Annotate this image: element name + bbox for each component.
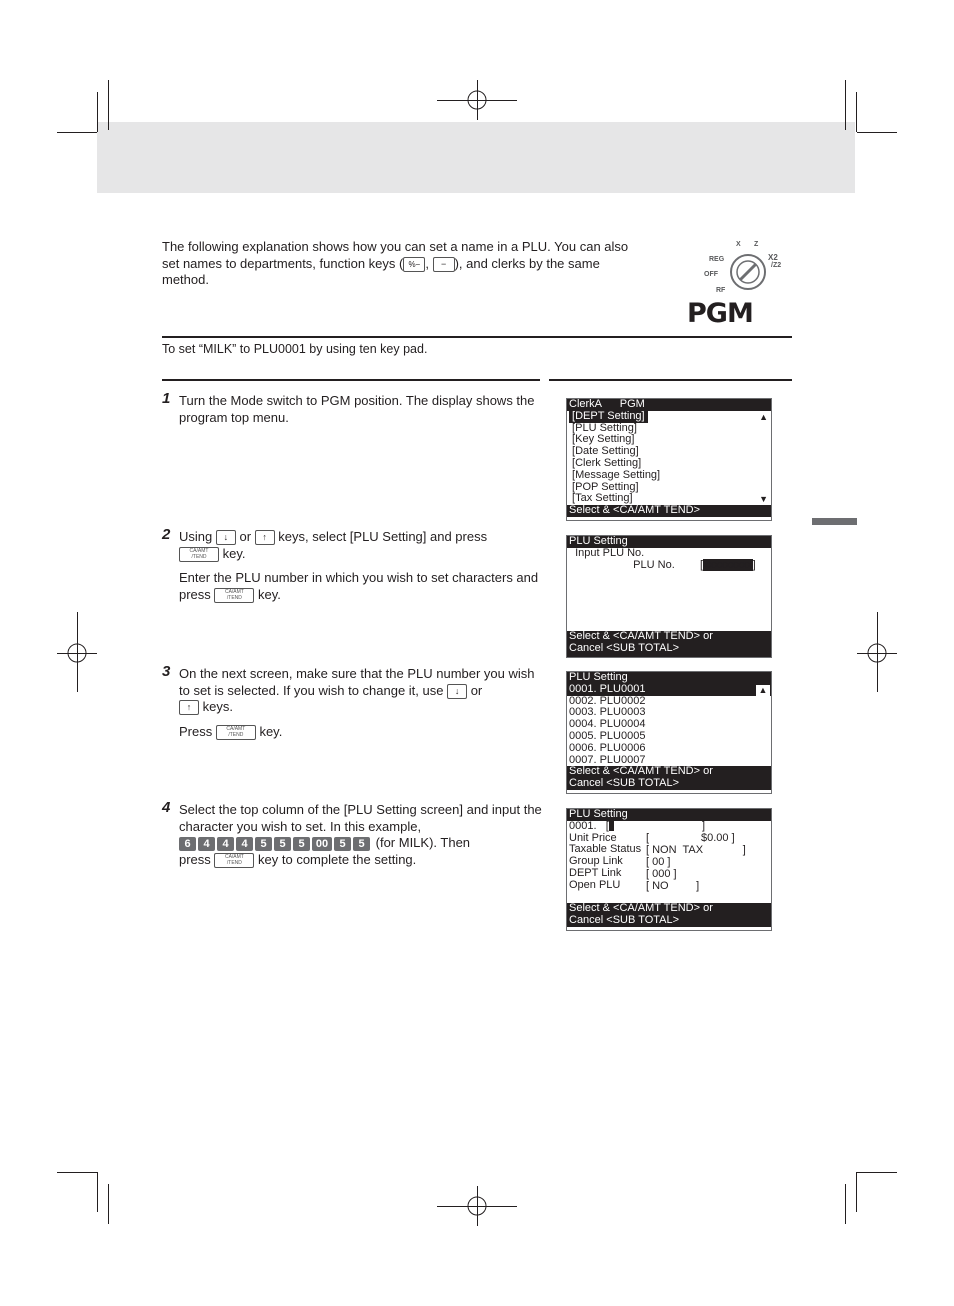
lcd-title-row: PLU Setting xyxy=(567,809,771,821)
lcd-field-row: Unit Price xyxy=(569,831,617,844)
lcd-menu-row: [DEPT Setting] xyxy=(569,409,648,422)
lcd-footer-row: Cancel <SUB TOTAL> xyxy=(567,915,771,927)
lcd-blank-row xyxy=(567,607,771,619)
digit-key-icon: 5 xyxy=(334,837,351,851)
lcd-field-row: 0001. [ xyxy=(567,821,771,833)
step-text: Turn the Mode switch to PGM position. The display shows the program top menu. xyxy=(179,393,535,425)
lcd-text-row: PLU No. xyxy=(569,558,675,571)
dial-label-z: Z xyxy=(754,241,759,248)
lcd-list-row: 0005. PLU0005 xyxy=(569,729,646,742)
open-plu-value: [ NO ] xyxy=(646,880,700,892)
step-1 xyxy=(162,390,542,434)
lcd-blank-row xyxy=(567,571,771,583)
lcd-menu-row: [Tax Setting] xyxy=(569,492,633,505)
ca-amt-tend-key-icon: CA/AMT /TEND xyxy=(179,547,219,562)
down-arrow-key-icon: ↓ xyxy=(216,530,236,545)
example-caption: To set “MILK” to PLU0001 by using ten key pad. xyxy=(162,342,428,356)
lcd-screen-plu-list xyxy=(566,671,772,794)
dial-label-z2: /Z2 xyxy=(771,262,782,269)
up-arrow-key-icon: ↑ xyxy=(179,700,199,715)
lcd-menu-row: [POP Setting] xyxy=(569,480,639,493)
mode-dial-icon xyxy=(728,252,768,292)
group-link-value: [ 00 ] xyxy=(646,856,671,868)
dial-label-rf: RF xyxy=(716,287,726,294)
scroll-down-arrow-icon: ▼ xyxy=(759,494,768,504)
unit-price-value: [ $0.00 ] xyxy=(646,832,735,844)
lcd-menu-row: [PLU Setting] xyxy=(569,421,637,434)
lcd-list-row: 0006. PLU0006 xyxy=(569,741,646,754)
step-number: 4 xyxy=(162,799,171,816)
lcd-title-row: ClerkA PGM xyxy=(567,399,771,411)
name-field-close: ] xyxy=(702,820,706,832)
lcd-field-row: Open PLU xyxy=(569,878,621,891)
lcd-screen-plu-detail xyxy=(566,808,772,931)
lcd-menu-row: [Key Setting] xyxy=(569,433,635,446)
digit-key-icon: 5 xyxy=(353,837,370,851)
step-number: 3 xyxy=(162,663,171,680)
intro-text: method. xyxy=(162,272,209,287)
column-rule-right xyxy=(549,379,792,381)
down-arrow-key-icon: ↓ xyxy=(447,684,467,699)
intro-text: set names to departments, function keys ( xyxy=(162,255,404,271)
step-text: Press CA/AMT /TEND key. xyxy=(179,723,283,739)
step-2 xyxy=(162,526,542,611)
digit-key-sequence xyxy=(179,835,376,850)
intro-text: ), and clerks by the same xyxy=(454,255,600,271)
digit-key-icon: 00 xyxy=(312,837,332,851)
lcd-footer-row: Cancel <SUB TOTAL> xyxy=(569,641,680,654)
digit-key-icon: 4 xyxy=(236,837,253,851)
mode-switch-illustration xyxy=(684,238,794,328)
lcd-footer-row: Select & <CA/AMT TEND> or xyxy=(567,903,771,915)
intro-text: , xyxy=(425,255,433,271)
step-text: Enter the PLU number in which you wish to set characters and press CA/AMT /TEND key. xyxy=(179,570,539,602)
step-3 xyxy=(162,663,542,748)
lcd-title-row: PLU Setting xyxy=(567,672,771,684)
percent-minus-key-icon: %− xyxy=(403,257,425,272)
lcd-menu-row: [Date Setting] xyxy=(569,445,639,458)
step-4 xyxy=(162,799,542,876)
digit-key-icon: 4 xyxy=(217,837,234,851)
lcd-footer xyxy=(567,631,771,657)
lcd-list-row: 0002. PLU0002 xyxy=(569,694,646,707)
lcd-field-row: Taxable Status xyxy=(569,843,642,856)
section-tab-marker xyxy=(812,518,857,525)
registration-circle xyxy=(67,643,87,663)
step-number: 1 xyxy=(162,390,171,407)
registration-circle xyxy=(867,643,887,663)
dial-label-x: X xyxy=(736,241,741,248)
lcd-screen-top-menu xyxy=(566,398,772,521)
digit-key-icon: 6 xyxy=(179,837,196,851)
dept-link-value: [ 000 ] xyxy=(646,868,677,880)
taxable-status-value: [ NON TAX ] xyxy=(646,844,746,856)
lcd-footer-row: Select & <CA/AMT TEND> or xyxy=(569,630,713,642)
step-number: 2 xyxy=(162,526,171,543)
digit-key-icon: 5 xyxy=(274,837,291,851)
lcd-blank-row xyxy=(567,583,771,595)
scroll-up-arrow-icon: ▲ xyxy=(759,412,768,422)
lcd-screen-input-plu xyxy=(566,535,772,658)
lcd-title-row: PLU Setting xyxy=(567,536,771,548)
text-cursor xyxy=(609,821,614,831)
column-rule-left xyxy=(162,379,540,381)
dial-label-reg: REG xyxy=(709,256,725,263)
digit-key-icon: 5 xyxy=(293,837,310,851)
lcd-menu-row: [Message Setting] xyxy=(569,468,661,481)
lcd-list-row: 0003. PLU0003 xyxy=(569,706,646,719)
lcd-list-row: 0004. PLU0004 xyxy=(569,718,646,731)
scroll-up-arrow-icon: ▲ xyxy=(756,685,770,696)
digit-key-icon: 4 xyxy=(198,837,215,851)
ca-amt-tend-key-icon: CA/AMT /TEND xyxy=(214,853,254,868)
lcd-text-row: Input PLU No. xyxy=(569,546,645,559)
lcd-footer-row: Select & <CA/AMT TEND> or xyxy=(567,766,771,778)
intro-text: The following explanation shows how you can set a name in a PLU. You can also xyxy=(162,239,629,254)
lcd-list-row: 0007. PLU0007 xyxy=(569,753,646,766)
lcd-menu-row: [Clerk Setting] xyxy=(569,456,642,469)
dial-label-off: OFF xyxy=(704,271,718,278)
minus-key-icon: − xyxy=(433,257,455,272)
lcd-footer-row: Select & <CA/AMT TEND> xyxy=(567,505,771,517)
intro-paragraph xyxy=(162,239,662,289)
lcd-field-row: DEPT Link xyxy=(569,866,622,879)
step-text: Using ↓ or ↑ keys, select [PLU Setting] and press CA/AMT /TEND key. xyxy=(179,529,488,561)
digit-key-icon: 5 xyxy=(255,837,272,851)
lcd-field-row: Group Link xyxy=(569,855,623,868)
ca-amt-tend-key-icon: CA/AMT /TEND xyxy=(214,588,254,603)
dial-label-x2: X2 xyxy=(768,253,778,262)
header-band xyxy=(97,122,855,193)
pgm-mode-label: PGM xyxy=(687,298,753,329)
plu-number-field: [xxxxxxxxx] xyxy=(700,559,756,571)
registration-circle xyxy=(467,90,487,110)
step-text: On the next screen, make sure that the PLU number you wish to set is selected. If you wish to change it, use ↓ or ↑ keys. xyxy=(179,666,535,714)
section-divider xyxy=(162,336,792,338)
lcd-footer-row: Cancel <SUB TOTAL> xyxy=(567,778,771,790)
registration-circle xyxy=(467,1196,487,1216)
lcd-blank-row xyxy=(567,595,771,607)
up-arrow-key-icon: ↑ xyxy=(255,530,275,545)
step-text: Select the top column of the [PLU Setting screen] and input the character you wish to set. In this example, 6 4 4 4 5 5 5 00 5 5 (for MILK). Then press CA/AMT /TEND key to complete the setting. xyxy=(179,802,542,867)
ca-amt-tend-key-icon: CA/AMT /TEND xyxy=(216,725,256,740)
lcd-list-row-selected: 0001. PLU0001 xyxy=(567,684,771,696)
